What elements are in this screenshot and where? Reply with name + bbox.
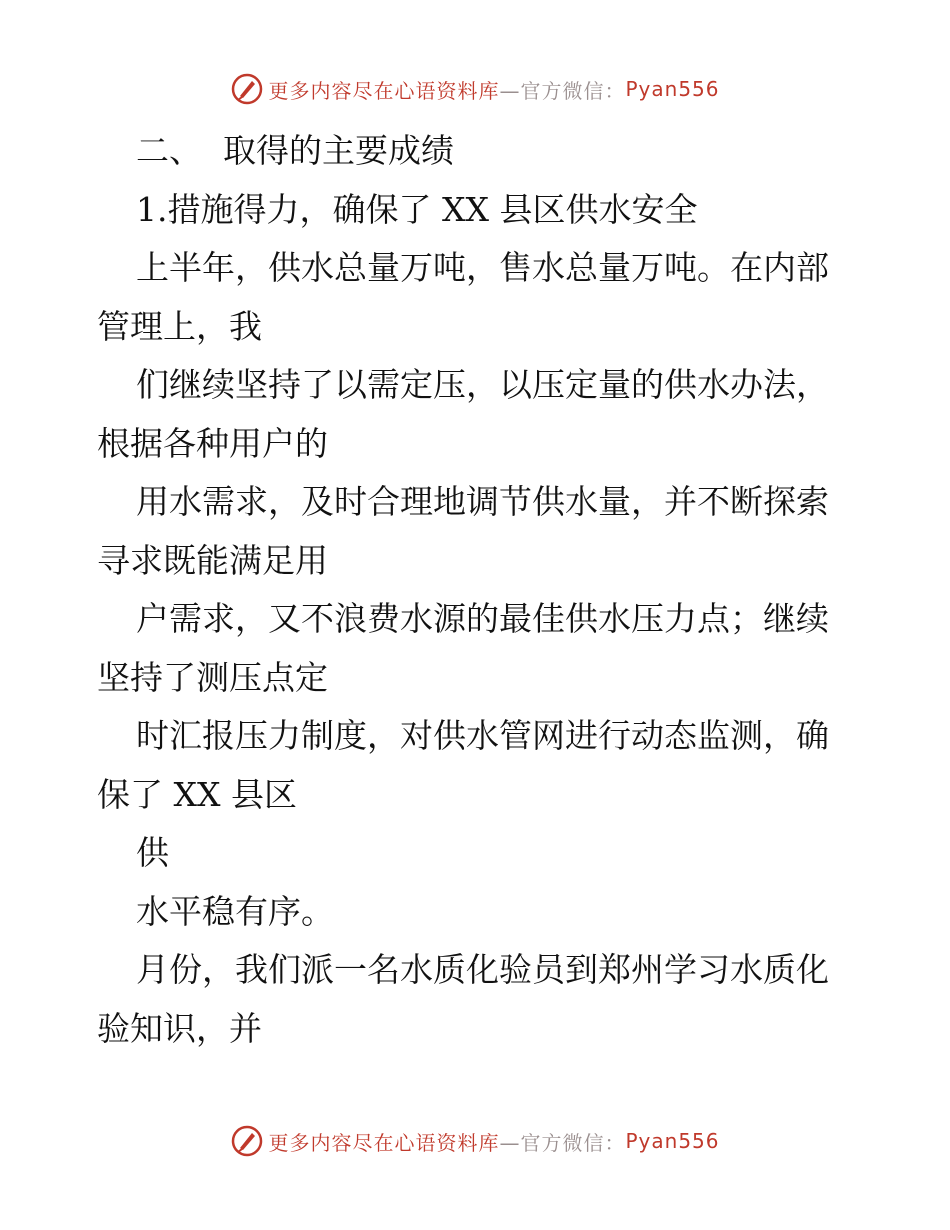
watermark-wechat-id: Pyan556 bbox=[625, 1129, 720, 1153]
pen-logo-icon bbox=[230, 72, 264, 106]
text-line: 坚持了测压点定 bbox=[97, 657, 328, 697]
document-body bbox=[97, 122, 877, 1058]
text-line: 验知识，并 bbox=[97, 1008, 262, 1048]
text-line: 水平稳有序。 bbox=[136, 891, 334, 931]
text-line: 根据各种用户的 bbox=[97, 423, 328, 463]
watermark-separator: —官方微信： bbox=[499, 1130, 626, 1155]
pen-logo-icon bbox=[230, 1124, 264, 1158]
text-line: 二、 取得的主要成绩 bbox=[136, 131, 454, 170]
text-line: 保了 XX 县区 bbox=[97, 774, 297, 814]
text-line: 寻求既能满足用 bbox=[97, 540, 328, 580]
text-line: 上半年，供水总量万吨，售水总量万吨。在内部 bbox=[136, 248, 829, 287]
watermark-separator: —官方微信： bbox=[499, 78, 626, 103]
text-line: 管理上，我 bbox=[97, 306, 262, 346]
header-watermark bbox=[0, 72, 950, 106]
text-line: 供 bbox=[136, 833, 169, 872]
watermark-brand: 更多内容尽在心语资料库 bbox=[268, 78, 500, 103]
text-line: 1.措施得力，确保了 XX 县区供水安全 bbox=[136, 189, 698, 229]
text-line: 们继续坚持了以需定压，以压定量的供水办法， bbox=[136, 365, 829, 404]
watermark-wechat-id: Pyan556 bbox=[625, 77, 720, 101]
text-line: 月份，我们派一名水质化验员到郑州学习水质化 bbox=[136, 950, 829, 989]
text-line: 用水需求，及时合理地调节供水量，并不断探索 bbox=[136, 482, 829, 521]
watermark-brand: 更多内容尽在心语资料库 bbox=[268, 1130, 500, 1155]
text-line: 时汇报压力制度，对供水管网进行动态监测，确 bbox=[136, 716, 829, 755]
footer-watermark bbox=[0, 1124, 950, 1158]
text-line: 户需求，又不浪费水源的最佳供水压力点；继续 bbox=[136, 599, 829, 638]
